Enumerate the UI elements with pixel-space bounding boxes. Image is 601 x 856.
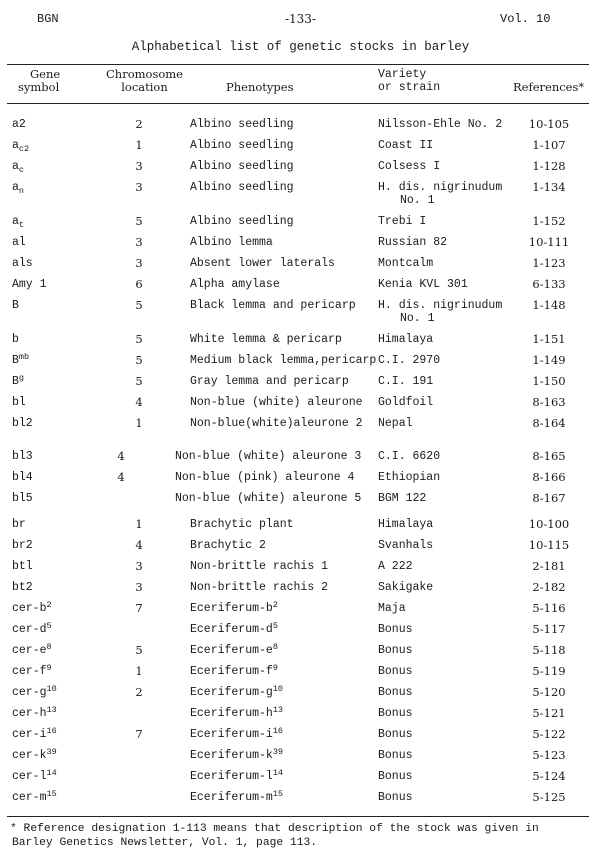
phenotype: [190, 749, 283, 762]
table-bottom-rule: [7, 816, 589, 817]
variety-line1: Ethiopian: [378, 471, 441, 484]
gene-symbol: [12, 791, 57, 804]
reference: 1-149: [532, 353, 566, 367]
reference: 8-167: [532, 491, 566, 505]
phenotype: [175, 492, 361, 505]
phenotype-superscript: 14: [272, 768, 284, 778]
chromosome-location: 5: [135, 214, 143, 228]
reference: 5-122: [532, 727, 566, 741]
gene-symbol: [12, 471, 33, 484]
variety: [378, 278, 468, 291]
variety-line1: Kenia KVL 301: [378, 278, 468, 291]
gene-symbol-base: cer-h: [12, 707, 47, 720]
variety-line1: Nilsson-Ehle No. 2: [378, 118, 503, 131]
gene-symbol-base: cer-m: [12, 791, 47, 804]
phenotype: [190, 396, 363, 409]
gene-symbol-subscript: c: [18, 165, 25, 175]
chromosome-location: 3: [135, 235, 143, 249]
gene-symbol-base: cer-g: [12, 686, 47, 699]
variety-line1: BGM 122: [378, 492, 427, 505]
header-page-number: -133-: [284, 12, 316, 26]
variety: [378, 728, 413, 741]
gene-symbol-superscript: 5: [46, 621, 52, 631]
gene-symbol: [12, 333, 19, 346]
variety: [378, 665, 413, 678]
chromosome-location: 1: [135, 517, 143, 531]
phenotype-text: Eceriferum-h: [190, 707, 273, 720]
variety: [378, 181, 502, 207]
reference: 6-133: [532, 277, 566, 291]
gene-symbol-base: br2: [12, 539, 33, 552]
phenotype-superscript: 9: [272, 663, 278, 673]
gene-symbol: [12, 160, 24, 173]
variety-line1: Goldfoil: [378, 396, 434, 409]
phenotype: [190, 770, 283, 783]
gene-symbol-base: bl4: [12, 471, 33, 484]
gene-symbol-base: B: [12, 354, 19, 367]
variety-line1: Russian 82: [378, 236, 448, 249]
phenotype-text: Alpha amylase: [190, 278, 280, 291]
phenotype: [190, 160, 294, 173]
phenotype-superscript: 2: [272, 600, 278, 610]
variety: [378, 518, 433, 531]
gene-symbol-base: btl: [12, 560, 33, 573]
variety: [378, 707, 413, 720]
gene-symbol: [12, 707, 57, 720]
gene-symbol: [12, 770, 57, 783]
gene-symbol-base: als: [12, 257, 33, 270]
reference: 8-164: [532, 416, 566, 430]
phenotype-superscript: 13: [272, 705, 284, 715]
gene-symbol-base: cer-e: [12, 644, 47, 657]
gene-symbol-base: a: [12, 139, 19, 152]
gene-symbol-base: br: [12, 518, 26, 531]
variety: [378, 257, 433, 270]
phenotype: [190, 215, 294, 228]
variety-line1: Sakigake: [378, 581, 434, 594]
gene-symbol-base: bl5: [12, 492, 33, 505]
reference: 10-111: [528, 235, 570, 249]
reference: 5-124: [532, 769, 566, 783]
phenotype: [190, 257, 335, 270]
variety-line1: Bonus: [378, 707, 413, 720]
gene-symbol-base: b: [12, 333, 19, 346]
gene-symbol-superscript: 8: [46, 642, 52, 652]
phenotype-text: Non-blue (white) aleurone 3: [175, 450, 362, 463]
phenotype-text: Albino seedling: [190, 160, 294, 173]
phenotype: [190, 581, 328, 594]
column-header-variety-line2: or strain: [378, 81, 441, 94]
gene-symbol: [12, 492, 33, 505]
phenotype-text: Albino lemma: [190, 236, 273, 249]
reference: 1-150: [532, 374, 566, 388]
phenotype-text: Eceriferum-g: [190, 686, 273, 699]
gene-symbol-superscript: 14: [46, 768, 57, 778]
reference: 1-151: [532, 332, 566, 346]
variety-line2: No. 1: [400, 194, 435, 207]
gene-symbol-superscript: 39: [46, 747, 57, 757]
gene-symbol: [12, 539, 33, 552]
gene-symbol-base: a: [12, 181, 19, 194]
reference: 1-148: [532, 298, 566, 312]
phenotype-text: Black lemma and pericarp: [190, 299, 356, 312]
variety-line1: Bonus: [378, 728, 413, 741]
phenotype-text: Eceriferum-e: [190, 644, 273, 657]
gene-symbol-superscript: mb: [18, 352, 30, 362]
gene-symbol-base: cer-i: [12, 728, 47, 741]
phenotype-superscript: 5: [272, 621, 278, 631]
phenotype: [190, 665, 278, 678]
phenotype-text: Albino seedling: [190, 139, 294, 152]
phenotype: [175, 471, 354, 484]
gene-symbol-subscript: c2: [18, 144, 30, 154]
gene-symbol: [12, 602, 52, 615]
phenotype-superscript: 15: [272, 789, 284, 799]
gene-symbol: [12, 299, 19, 312]
gene-symbol: [12, 450, 33, 463]
reference: 5-116: [532, 601, 566, 615]
gene-symbol: [12, 257, 33, 270]
variety: [378, 602, 406, 615]
gene-symbol: [12, 623, 52, 636]
gene-symbol: [12, 236, 26, 249]
reference: 1-107: [532, 138, 566, 152]
variety-line1: Himalaya: [378, 518, 434, 531]
variety-line1: Himalaya: [378, 333, 434, 346]
gene-symbol-superscript: 16: [46, 726, 57, 736]
gene-symbol-superscript: 13: [46, 705, 57, 715]
column-header-gene-line2: symbol: [18, 80, 60, 94]
gene-symbol-base: bl: [12, 396, 26, 409]
column-header-chromosome-line1: Chromosome: [106, 67, 183, 81]
variety-line1: Coast II: [378, 139, 434, 152]
table-header-rule: [7, 103, 589, 104]
gene-symbol-superscript: 2: [46, 600, 52, 610]
chromosome-location: 2: [135, 685, 143, 699]
table-top-rule: [7, 64, 589, 65]
gene-symbol-base: bl2: [12, 417, 33, 430]
gene-symbol: [12, 215, 24, 228]
variety-line1: Bonus: [378, 770, 413, 783]
phenotype-superscript: 8: [272, 642, 278, 652]
reference: 10-100: [528, 517, 570, 531]
variety: [378, 450, 440, 463]
gene-symbol-base: al: [12, 236, 26, 249]
chromosome-location: 5: [135, 643, 143, 657]
variety-line1: Trebi I: [378, 215, 427, 228]
gene-symbol: [12, 665, 52, 678]
reference: 5-117: [532, 622, 566, 636]
phenotype: [190, 333, 342, 346]
phenotype: [190, 518, 294, 531]
column-header-gene-symbol: [18, 68, 60, 94]
phenotype: [190, 602, 278, 615]
reference: 5-123: [532, 748, 566, 762]
phenotype: [190, 623, 278, 636]
reference: 1-134: [532, 180, 566, 194]
chromosome-location: 7: [135, 601, 143, 615]
phenotype-text: Non-blue (white) aleurone 5: [175, 492, 362, 505]
variety-line1: Nepal: [378, 417, 413, 430]
gene-symbol-base: bt2: [12, 581, 33, 594]
variety: [378, 539, 433, 552]
chromosome-location: 3: [135, 180, 143, 194]
column-header-references: References*: [513, 80, 585, 94]
phenotype-superscript: 16: [272, 726, 284, 736]
phenotype-text: Gray lemma and pericarp: [190, 375, 349, 388]
phenotype: [190, 560, 328, 573]
chromosome-location: 5: [135, 332, 143, 346]
chromosome-location: 5: [135, 374, 143, 388]
variety-line2: No. 1: [400, 312, 435, 325]
gene-symbol-subscript: t: [18, 220, 25, 230]
chromosome-location: 1: [135, 416, 143, 430]
gene-symbol-superscript: g: [18, 373, 25, 383]
variety-line1: Bonus: [378, 623, 413, 636]
reference: 8-163: [532, 395, 566, 409]
variety-line1: Maja: [378, 602, 406, 615]
gene-symbol: [12, 278, 47, 291]
footnote-line1: * Reference designation 1-113 means that description of the stock was given in: [10, 823, 539, 835]
variety-line1: C.I. 191: [378, 375, 434, 388]
variety: [378, 215, 426, 228]
reference: 1-152: [532, 214, 566, 228]
variety-line1: Colsess I: [378, 160, 441, 173]
phenotype: [190, 417, 363, 430]
variety: [378, 623, 413, 636]
phenotype: [175, 450, 361, 463]
phenotype: [190, 139, 294, 152]
reference: 8-165: [532, 449, 566, 463]
gene-symbol-superscript: 9: [46, 663, 52, 673]
variety: [378, 492, 426, 505]
chromosome-location: 3: [135, 580, 143, 594]
variety-line1: H. dis. nigrinudum: [378, 181, 503, 194]
phenotype-text: Eceriferum-i: [190, 728, 273, 741]
phenotype: [190, 375, 349, 388]
phenotype: [190, 644, 278, 657]
gene-symbol: [12, 644, 52, 657]
chromosome-location: 6: [135, 277, 143, 291]
phenotype: [190, 707, 283, 720]
gene-symbol-superscript: 15: [46, 789, 57, 799]
reference: 5-119: [532, 664, 566, 678]
gene-symbol: [12, 518, 26, 531]
column-header-phenotypes: Phenotypes: [226, 80, 294, 94]
variety: [378, 749, 413, 762]
gene-symbol: [12, 118, 26, 131]
variety: [378, 299, 502, 325]
phenotype-text: Non-blue (white) aleurone: [190, 396, 363, 409]
column-header-chromosome: [106, 68, 183, 94]
variety-line1: Montcalm: [378, 257, 434, 270]
reference: 10-105: [528, 117, 570, 131]
chromosome-location: 4: [135, 538, 143, 552]
gene-symbol-superscript: 10: [46, 684, 57, 694]
chromosome-location: 1: [135, 664, 143, 678]
variety: [378, 560, 413, 573]
phenotype-text: Albino seedling: [190, 181, 294, 194]
phenotype-text: Eceriferum-b: [190, 602, 273, 615]
phenotype: [190, 791, 283, 804]
gene-symbol-base: B: [12, 375, 19, 388]
gene-symbol-base: cer-k: [12, 749, 47, 762]
phenotype: [190, 539, 266, 552]
variety: [378, 644, 413, 657]
reference: 1-128: [532, 159, 566, 173]
variety: [378, 333, 433, 346]
gene-symbol-base: bl3: [12, 450, 33, 463]
chromosome-location: 3: [135, 256, 143, 270]
gene-symbol: [12, 581, 33, 594]
chromosome-location: 5: [135, 353, 143, 367]
gene-symbol-base: a: [12, 215, 19, 228]
phenotype-text: Non-blue (pink) aleurone 4: [175, 471, 355, 484]
phenotype: [190, 686, 283, 699]
variety: [378, 686, 413, 699]
chromosome-location: 3: [135, 559, 143, 573]
phenotype-superscript: 39: [272, 747, 284, 757]
phenotype-text: Absent lower laterals: [190, 257, 335, 270]
reference: 5-120: [532, 685, 566, 699]
variety-line1: Bonus: [378, 686, 413, 699]
gene-symbol-base: cer-f: [12, 665, 47, 678]
reference: 5-121: [532, 706, 566, 720]
variety-line1: C.I. 2970: [378, 354, 441, 367]
reference: 5-125: [532, 790, 566, 804]
reference: 5-118: [532, 643, 566, 657]
phenotype: [190, 236, 273, 249]
phenotype-text: Albino seedling: [190, 215, 294, 228]
chromosome-location: 7: [135, 727, 143, 741]
phenotype-text: Medium black lemma,pericarp: [190, 354, 377, 367]
header-journal: BGN: [37, 12, 59, 26]
variety: [378, 236, 447, 249]
phenotype-text: Non-blue(white)aleurone 2: [190, 417, 363, 430]
phenotype-text: Eceriferum-m: [190, 791, 273, 804]
phenotype-superscript: 10: [272, 684, 284, 694]
column-header-gene-line1: Gene: [30, 67, 61, 81]
gene-symbol-base: a2: [12, 118, 26, 131]
reference: 10-115: [528, 538, 570, 552]
gene-symbol: [12, 686, 57, 699]
reference: 8-166: [532, 470, 566, 484]
variety: [378, 396, 433, 409]
footnote: [10, 822, 595, 850]
phenotype-text: Eceriferum-l: [190, 770, 273, 783]
variety: [378, 354, 440, 367]
gene-symbol-base: cer-l: [12, 770, 47, 783]
page-title: Alphabetical list of genetic stocks in barley: [131, 40, 470, 54]
phenotype: [190, 278, 280, 291]
gene-symbol-subscript: n: [18, 186, 25, 196]
column-header-variety: [378, 68, 440, 94]
phenotype: [190, 181, 294, 194]
variety-line1: C.I. 6620: [378, 450, 441, 463]
chromosome-location: 5: [135, 298, 143, 312]
variety-line1: Svanhals: [378, 539, 434, 552]
chromosome-location: 1: [135, 138, 143, 152]
phenotype-text: Albino seedling: [190, 118, 294, 131]
phenotype-text: Non-brittle rachis 1: [190, 560, 329, 573]
chromosome-location: 2: [135, 117, 143, 131]
gene-symbol: [12, 396, 26, 409]
gene-symbol: [12, 354, 29, 367]
gene-symbol-base: a: [12, 160, 19, 173]
phenotype: [190, 354, 376, 367]
gene-symbol-base: cer-b: [12, 602, 47, 615]
phenotype-text: Eceriferum-k: [190, 749, 273, 762]
chromosome-location: 4: [117, 470, 125, 484]
variety-line1: A 222: [378, 560, 413, 573]
gene-symbol-base: cer-d: [12, 623, 47, 636]
gene-symbol: [12, 181, 24, 194]
variety: [378, 375, 433, 388]
phenotype-text: Eceriferum-d: [190, 623, 273, 636]
variety-line1: Bonus: [378, 791, 413, 804]
column-header-variety-line1: Variety: [378, 68, 427, 81]
phenotype-text: Brachytic plant: [190, 518, 294, 531]
phenotype-text: Brachytic 2: [190, 539, 266, 552]
reference: 2-181: [532, 559, 566, 573]
variety: [378, 791, 413, 804]
phenotype: [190, 118, 294, 131]
gene-symbol: [12, 560, 33, 573]
variety: [378, 160, 440, 173]
gene-symbol: [12, 749, 57, 762]
gene-symbol: [12, 139, 29, 152]
variety: [378, 417, 413, 430]
phenotype: [190, 299, 356, 312]
variety-line1: H. dis. nigrinudum: [378, 299, 503, 312]
header-volume: Vol. 10: [500, 12, 551, 26]
footnote-line2: Barley Genetics Newsletter, Vol. 1, page 113.: [12, 837, 318, 849]
phenotype-text: Eceriferum-f: [190, 665, 273, 678]
gene-symbol-base: Amy 1: [12, 278, 47, 291]
variety: [378, 471, 440, 484]
gene-symbol-base: B: [12, 299, 19, 312]
variety: [378, 770, 413, 783]
reference: 2-182: [532, 580, 566, 594]
variety-line1: Bonus: [378, 644, 413, 657]
chromosome-location: 4: [117, 449, 125, 463]
gene-symbol: [12, 375, 24, 388]
variety: [378, 581, 433, 594]
phenotype-text: White lemma & pericarp: [190, 333, 342, 346]
chromosome-location: 4: [135, 395, 143, 409]
variety: [378, 139, 433, 152]
chromosome-location: 3: [135, 159, 143, 173]
variety-line1: Bonus: [378, 665, 413, 678]
phenotype: [190, 728, 283, 741]
column-header-chromosome-line2: location: [121, 80, 168, 94]
variety-line1: Bonus: [378, 749, 413, 762]
phenotype-text: Non-brittle rachis 2: [190, 581, 329, 594]
gene-symbol: [12, 728, 57, 741]
variety: [378, 118, 502, 131]
reference: 1-123: [532, 256, 566, 270]
gene-symbol: [12, 417, 33, 430]
